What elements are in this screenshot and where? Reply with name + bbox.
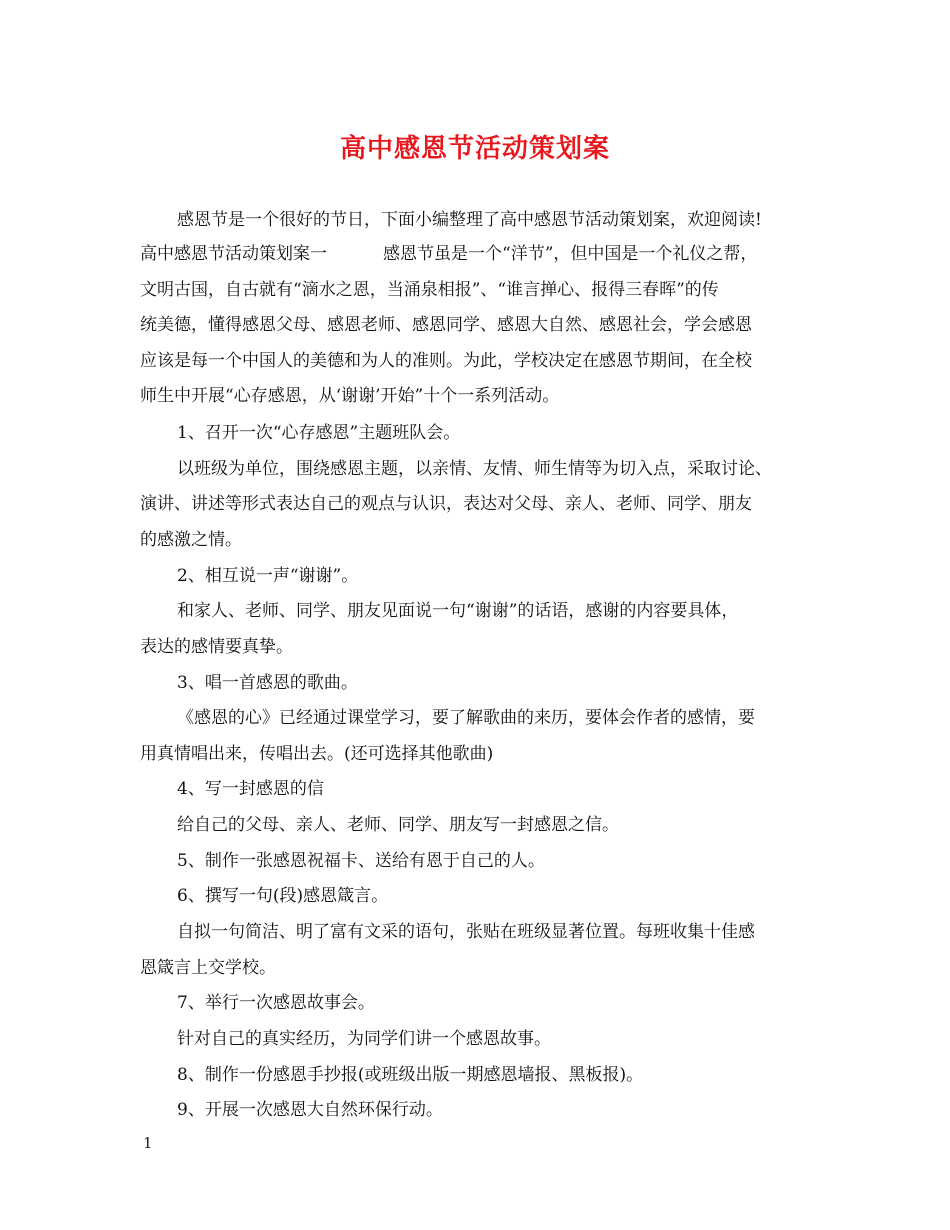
document-title: 高中感恩节活动策划案 — [339, 134, 610, 164]
paragraph-line: 以班级为单位，围绕感恩主题，以亲情、友情、师生情等为切入点，采取讨论、 — [177, 459, 772, 479]
paragraph-line: 《感恩的心》已经通过课堂学习，要了解歌曲的来历，要体会作者的感情，要 — [177, 708, 755, 728]
paragraph-line: 演讲、讲述等形式表达自己的观点与认识，表达对父母、亲人、老师、同学、朋友 — [140, 494, 752, 514]
page-number: 1 — [143, 1134, 153, 1152]
paragraph-line: 恩箴言上交学校。 — [140, 958, 276, 978]
paragraph-line: 表达的感情要真挚。 — [140, 637, 293, 657]
paragraph-line: 应该是每一个中国人的美德和为人的准则。为此，学校决定在感恩节期间，在全校 — [140, 351, 752, 371]
intro-paragraph: 感恩节是一个很好的节日，下面小编整理了高中感恩节活动策划案，欢迎阅读! — [177, 210, 762, 230]
list-item-heading: 1、召开一次“心存感恩”主题班队会。 — [177, 423, 461, 443]
list-item-heading: 9、开展一次感恩大自然环保行动。 — [177, 1100, 443, 1120]
paragraph-line: 的感激之情。 — [140, 530, 242, 550]
paragraph-line: 感恩节虽是一个“洋节”，但中国是一个礼仪之帮， — [383, 244, 758, 264]
paragraph-line: 自拟一句简洁、明了富有文采的语句，张贴在班级显著位置。每班收集十佳感 — [177, 922, 755, 942]
list-item-heading: 8、制作一份感恩手抄报(或班级出版一期感恩墙报、黑板报)。 — [177, 1065, 644, 1085]
list-item-heading: 3、唱一首感恩的歌曲。 — [177, 673, 358, 693]
section-heading-line — [140, 244, 757, 264]
paragraph-line: 统美德，懂得感恩父母、感恩老师、感恩同学、感恩大自然、感恩社会，学会感恩 — [140, 315, 752, 335]
list-item-heading: 6、撰写一句(段)感恩箴言。 — [177, 886, 389, 906]
list-item-heading: 7、举行一次感恩故事会。 — [177, 993, 375, 1013]
paragraph-line: 针对自己的真实经历，为同学们讲一个感恩故事。 — [177, 1029, 551, 1049]
paragraph-line: 文明古国，自古就有“滴水之恩，当涌泉相报”、“谁言掸心、报得三春晖”的传 — [140, 280, 719, 300]
list-item-heading: 2、相互说一声“谢谢”。 — [177, 566, 359, 586]
paragraph-line: 师生中开展“心存感恩，从‘谢谢’开始”十个一系列活动。 — [140, 386, 560, 406]
paragraph-line: 和家人、老师、同学、朋友见面说一句“谢谢”的话语，感谢的内容要具体， — [177, 601, 739, 621]
list-item-heading: 5、制作一张感恩祝福卡、送给有恩于自己的人。 — [177, 851, 545, 871]
list-item-heading: 4、写一封感恩的信 — [177, 779, 324, 799]
paragraph-line: 用真情唱出来，传唱出去。(还可选择其他歌曲) — [140, 744, 494, 764]
section-heading: 高中感恩节活动策划案一 — [140, 244, 327, 264]
paragraph-line: 给自己的父母、亲人、老师、同学、朋友写一封感恩之信。 — [177, 815, 619, 835]
